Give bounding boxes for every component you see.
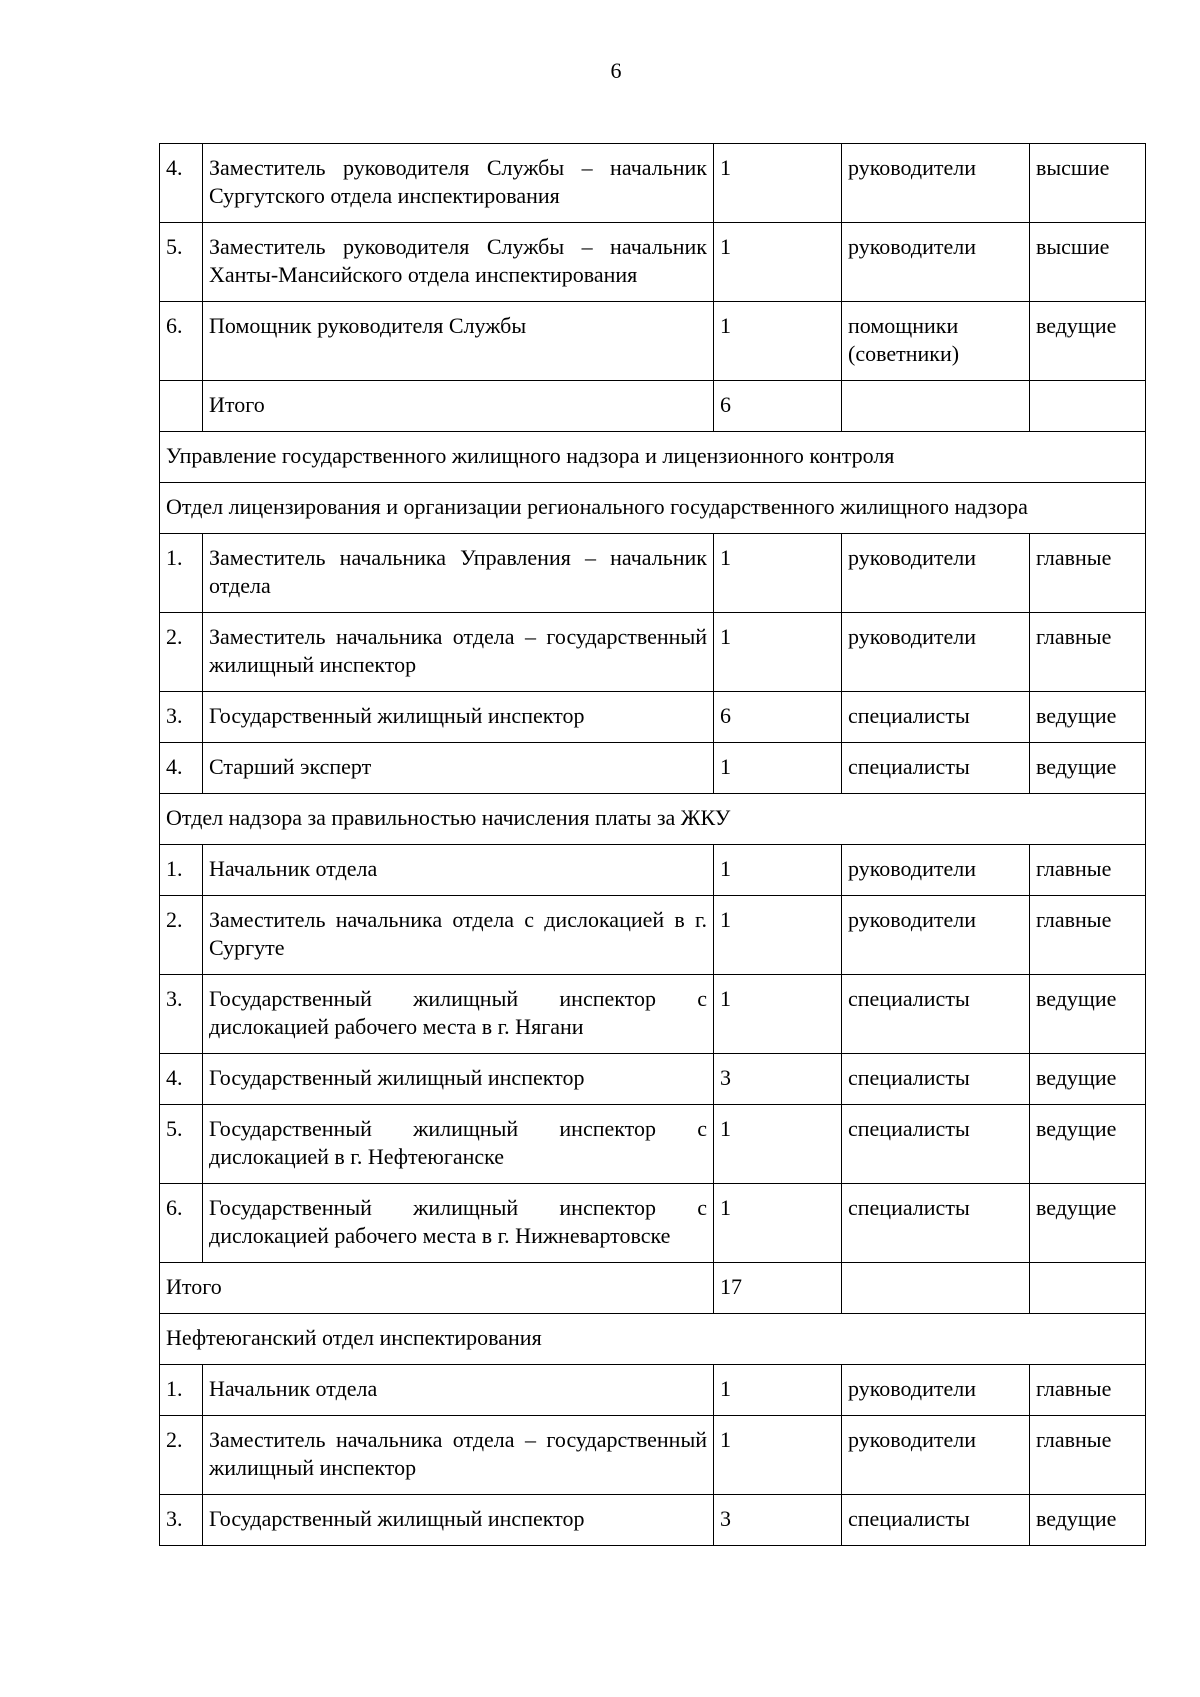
table-row xyxy=(160,1184,1146,1263)
staff-count: 1 xyxy=(714,896,842,975)
row-number: 6. xyxy=(160,302,203,381)
row-number: 1. xyxy=(160,845,203,896)
row-number: 3. xyxy=(160,975,203,1054)
table-row xyxy=(160,534,1146,613)
position-group: главные xyxy=(1030,1365,1146,1416)
row-number: 3. xyxy=(160,692,203,743)
position-category: специалисты xyxy=(842,1184,1030,1263)
row-number: 4. xyxy=(160,144,203,223)
table-row xyxy=(160,692,1146,743)
empty-cell xyxy=(1030,1263,1146,1314)
table-row xyxy=(160,845,1146,896)
row-number: 6. xyxy=(160,1184,203,1263)
empty-cell xyxy=(160,381,203,432)
section-header-row xyxy=(160,1314,1146,1365)
table-row xyxy=(160,1365,1146,1416)
staff-count: 1 xyxy=(714,1105,842,1184)
row-number: 4. xyxy=(160,1054,203,1105)
position-category: руководители xyxy=(842,534,1030,613)
row-number: 4. xyxy=(160,743,203,794)
staff-count: 3 xyxy=(714,1054,842,1105)
staff-count: 6 xyxy=(714,692,842,743)
position-group: ведущие xyxy=(1030,1105,1146,1184)
row-number: 2. xyxy=(160,1416,203,1495)
section-title: Отдел надзора за правильностью начисления платы за ЖКУ xyxy=(160,794,1146,845)
position-category: специалисты xyxy=(842,1495,1030,1546)
staff-count: 1 xyxy=(714,144,842,223)
position-name: Заместитель начальника отдела – государственный жилищный инспектор xyxy=(203,1416,714,1495)
staff-count: 1 xyxy=(714,613,842,692)
total-label: Итого xyxy=(160,1263,714,1314)
position-group: высшие xyxy=(1030,223,1146,302)
table-row xyxy=(160,975,1146,1054)
position-group: ведущие xyxy=(1030,1495,1146,1546)
staff-count: 1 xyxy=(714,223,842,302)
position-name: Начальник отдела xyxy=(203,1365,714,1416)
section-title: Нефтеюганский отдел инспектирования xyxy=(160,1314,1146,1365)
staff-count: 1 xyxy=(714,975,842,1054)
empty-cell xyxy=(842,381,1030,432)
position-group: ведущие xyxy=(1030,692,1146,743)
empty-cell xyxy=(1030,381,1146,432)
total-count: 6 xyxy=(714,381,842,432)
staff-count: 1 xyxy=(714,743,842,794)
staff-count: 1 xyxy=(714,534,842,613)
table-row xyxy=(160,613,1146,692)
table-row xyxy=(160,1105,1146,1184)
staff-count: 1 xyxy=(714,1416,842,1495)
position-category: специалисты xyxy=(842,1054,1030,1105)
position-category: руководители xyxy=(842,845,1030,896)
staff-count: 3 xyxy=(714,1495,842,1546)
position-category: специалисты xyxy=(842,975,1030,1054)
position-name: Заместитель начальника отдела – государственный жилищный инспектор xyxy=(203,613,714,692)
section-header-row xyxy=(160,483,1146,534)
position-group: ведущие xyxy=(1030,302,1146,381)
table-row xyxy=(160,743,1146,794)
position-category: руководители xyxy=(842,1416,1030,1495)
staff-count: 1 xyxy=(714,1365,842,1416)
table-row xyxy=(160,223,1146,302)
row-number: 1. xyxy=(160,534,203,613)
position-group: ведущие xyxy=(1030,975,1146,1054)
page-number: 6 xyxy=(610,58,622,83)
position-name: Заместитель руководителя Службы – начальник Сургутского отдела инспектирования xyxy=(203,144,714,223)
position-category: руководители xyxy=(842,223,1030,302)
total-label: Итого xyxy=(203,381,714,432)
total-row xyxy=(160,1263,1146,1314)
position-name: Начальник отдела xyxy=(203,845,714,896)
position-name: Государственный жилищный инспектор с дислокацией рабочего места в г. Нягани xyxy=(203,975,714,1054)
position-category: помощники (советники) xyxy=(842,302,1030,381)
position-category: специалисты xyxy=(842,692,1030,743)
position-name: Заместитель начальника отдела с дислокацией в г. Сургуте xyxy=(203,896,714,975)
total-count: 17 xyxy=(714,1263,842,1314)
position-name: Государственный жилищный инспектор xyxy=(203,1495,714,1546)
position-group: главные xyxy=(1030,845,1146,896)
total-row xyxy=(160,381,1146,432)
position-category: руководители xyxy=(842,896,1030,975)
row-number: 2. xyxy=(160,896,203,975)
position-name: Помощник руководителя Службы xyxy=(203,302,714,381)
position-group: ведущие xyxy=(1030,1054,1146,1105)
position-category: руководители xyxy=(842,144,1030,223)
staff-count: 1 xyxy=(714,302,842,381)
section-header-row xyxy=(160,794,1146,845)
section-header-row xyxy=(160,432,1146,483)
position-group: главные xyxy=(1030,534,1146,613)
staff-table-body xyxy=(160,144,1146,1546)
position-name: Государственный жилищный инспектор xyxy=(203,1054,714,1105)
table-row xyxy=(160,1495,1146,1546)
table-row xyxy=(160,302,1146,381)
position-group: ведущие xyxy=(1030,743,1146,794)
position-category: специалисты xyxy=(842,1105,1030,1184)
section-title: Управление государственного жилищного надзора и лицензионного контроля xyxy=(160,432,1146,483)
position-group: главные xyxy=(1030,613,1146,692)
position-group: главные xyxy=(1030,1416,1146,1495)
position-name: Государственный жилищный инспектор с дислокацией рабочего места в г. Нижневартовске xyxy=(203,1184,714,1263)
position-category: руководители xyxy=(842,613,1030,692)
empty-cell xyxy=(842,1263,1030,1314)
row-number: 2. xyxy=(160,613,203,692)
position-category: специалисты xyxy=(842,743,1030,794)
table-row xyxy=(160,144,1146,223)
position-name: Государственный жилищный инспектор с дислокацией в г. Нефтеюганске xyxy=(203,1105,714,1184)
row-number: 5. xyxy=(160,223,203,302)
position-name: Старший эксперт xyxy=(203,743,714,794)
table-row xyxy=(160,1416,1146,1495)
position-category: руководители xyxy=(842,1365,1030,1416)
position-name: Заместитель руководителя Службы – начальник Ханты-Мансийского отдела инспектирования xyxy=(203,223,714,302)
staff-count: 1 xyxy=(714,1184,842,1263)
staff-table xyxy=(159,143,1146,1546)
position-group: ведущие xyxy=(1030,1184,1146,1263)
row-number: 3. xyxy=(160,1495,203,1546)
position-group: главные xyxy=(1030,896,1146,975)
table-row xyxy=(160,896,1146,975)
staff-count: 1 xyxy=(714,845,842,896)
table-row xyxy=(160,1054,1146,1105)
row-number: 5. xyxy=(160,1105,203,1184)
position-group: высшие xyxy=(1030,144,1146,223)
position-name: Заместитель начальника Управления – начальник отдела xyxy=(203,534,714,613)
position-name: Государственный жилищный инспектор xyxy=(203,692,714,743)
section-title: Отдел лицензирования и организации регионального государственного жилищного надзора xyxy=(160,483,1146,534)
row-number: 1. xyxy=(160,1365,203,1416)
